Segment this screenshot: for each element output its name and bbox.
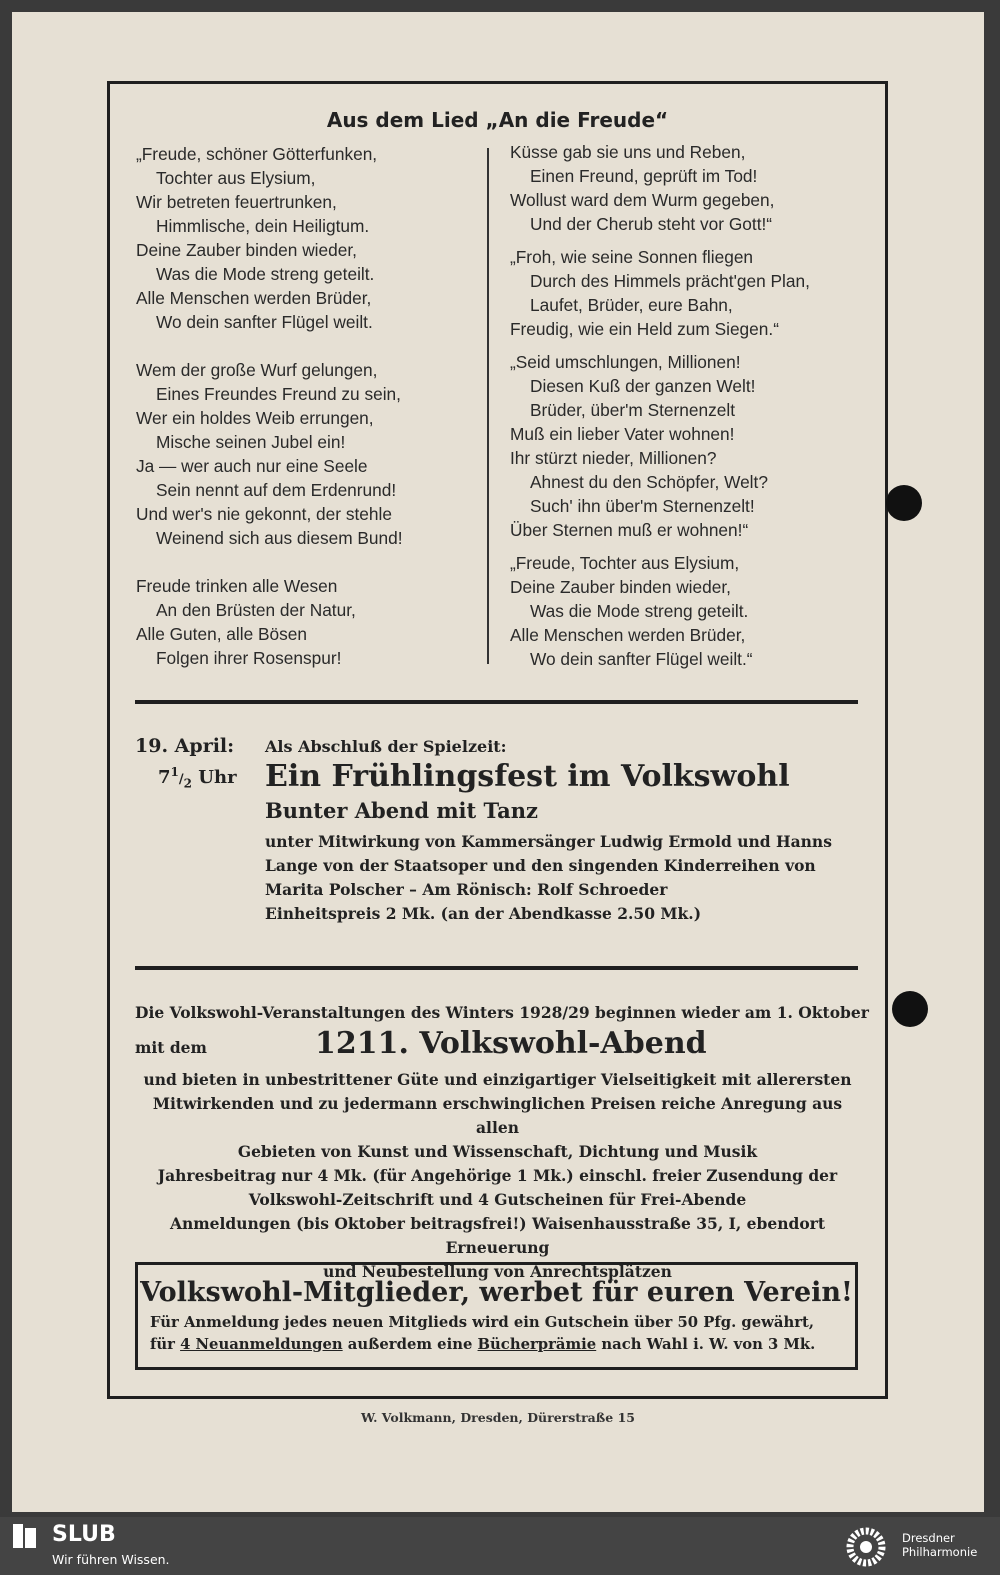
poem-line: Über Sternen muß er wohnen!“ <box>510 520 749 540</box>
column-divider <box>487 148 489 664</box>
membership-underlined: 4 Neuanmeldungen <box>180 1336 343 1353</box>
membership-headline: Volkswohl-Mitglieder, werbet für euren Verein! <box>140 1277 853 1308</box>
poem-line: Diesen Kuß der ganzen Welt! <box>530 376 756 396</box>
event-title: Ein Frühlingsfest im Volkswohl <box>265 759 790 794</box>
poem-line: Wo dein sanfter Flügel weilt. <box>156 312 373 332</box>
poem-line: Und wer's nie gekonnt, der stehle <box>136 504 392 524</box>
poem-line: Tochter aus Elysium, <box>156 168 316 188</box>
season-announcement <box>135 1000 869 1284</box>
season-headline: 1211. Volkswohl-Abend <box>315 1026 707 1061</box>
poem-line: Muß ein lieber Vater wohnen! <box>510 424 735 444</box>
slub-name[interactable]: SLUB <box>52 1522 116 1547</box>
poem-line: Alle Menschen werden Brüder, <box>510 625 746 645</box>
punch-hole <box>892 991 928 1027</box>
poem-line: Weinend sich aus diesem Bund! <box>156 528 403 548</box>
poem-line: Himmlische, dein Heiligtum. <box>156 216 370 236</box>
poem-line: Küsse gab sie uns und Reben, <box>510 142 746 162</box>
event-time-fraction-den: 2 <box>183 776 192 791</box>
poem-line: „Seid umschlungen, Millionen! <box>510 352 741 372</box>
poem-line: Sein nennt auf dem Erdenrund! <box>156 480 397 500</box>
event-intro: Als Abschluß der Spielzeit: <box>265 737 507 756</box>
poem-stanza <box>510 245 870 341</box>
event-detail-line: unter Mitwirkung von Kammersänger Ludwig Ermold und Hanns <box>265 832 832 851</box>
poem-line: Mische seinen Jubel ein! <box>156 432 346 452</box>
event-details <box>265 830 865 926</box>
event-detail-line: Einheitspreis 2 Mk. (an der Abendkasse 2.50 Mk.) <box>265 904 702 923</box>
poem-stanza <box>510 551 870 671</box>
poem-line: „Froh, wie seine Sonnen fliegen <box>510 247 754 267</box>
poem-stanza <box>510 350 870 542</box>
poem-line: Durch des Himmels prächt'gen Plan, <box>530 271 810 291</box>
poem-line: Was die Mode streng geteilt. <box>156 264 375 284</box>
poem-line: Brüder, über'm Sternenzelt <box>530 400 736 420</box>
season-body <box>135 1068 860 1284</box>
poem-line: „Freude, Tochter aus Elysium, <box>510 553 740 573</box>
poem-line: Freude trinken alle Wesen <box>136 576 338 596</box>
membership-text-part: nach Wahl i. W. von 3 Mk. <box>596 1336 816 1353</box>
event-announcement <box>265 737 865 926</box>
event-detail-line: Lange von der Staatsoper und den singenden Kinderreihen von <box>265 856 816 875</box>
philharmonie-logo-icon[interactable] <box>840 1521 892 1573</box>
page-frame <box>107 81 888 1399</box>
poem-line: An den Brüsten der Natur, <box>156 600 356 620</box>
event-time-unit: Uhr <box>198 767 237 788</box>
poem-line: Folgen ihrer Rosenspur! <box>156 648 342 668</box>
season-body-line: Volkswohl-Zeitschrift und 4 Gutscheinen für Frei-Abende <box>248 1190 747 1209</box>
season-prefix: mit dem <box>135 1038 207 1057</box>
season-body-line: und bieten in unbestrittener Güte und einzigartiger Vielseitigkeit mit allerersten <box>143 1070 852 1089</box>
event-date: 19. April: <box>135 735 235 757</box>
poem-line: Einen Freund, geprüft im Tod! <box>530 166 758 186</box>
poem-line: Alle Menschen werden Brüder, <box>136 288 372 308</box>
poem-line: Ihr stürzt nieder, Millionen? <box>510 448 717 468</box>
poem-line: „Freude, schöner Götterfunken, <box>136 144 378 164</box>
event-time: $7^1/_2$ Uhr <box>158 765 237 791</box>
poem-stanza <box>136 142 476 334</box>
poem-line: Wem der große Wurf gelungen, <box>136 360 378 380</box>
poem-right-column <box>510 140 870 680</box>
poem-line: Such' ihn über'm Sternenzelt! <box>530 496 755 516</box>
event-time-fraction-num: 1 <box>170 765 179 779</box>
section-divider <box>135 966 858 970</box>
philharmonie-name[interactable] <box>902 1531 977 1559</box>
document-page <box>12 12 984 1512</box>
membership-text <box>138 1312 855 1356</box>
philharmonie-name-line: Philharmonie <box>902 1545 978 1559</box>
poem-line: Eines Freundes Freund zu sein, <box>156 384 401 404</box>
poem-line: Freudig, wie ein Held zum Siegen.“ <box>510 319 779 339</box>
poem-title: Aus dem Lied „An die Freude“ <box>326 108 669 132</box>
poem-line: Und der Cherub steht vor Gott!“ <box>530 214 773 234</box>
poem-line: Alle Guten, alle Bösen <box>136 624 307 644</box>
poem-line: Was die Mode streng geteilt. <box>530 601 749 621</box>
slub-book-icon[interactable] <box>12 1522 38 1550</box>
poem-stanza <box>136 574 476 670</box>
membership-underlined: Bücherprämie <box>477 1336 597 1353</box>
membership-line: Für Anmeldung jedes neuen Mitglieds wird ein Gutschein über 50 Pfg. gewährt, <box>150 1314 815 1331</box>
event-time-hour: 7 <box>158 767 171 788</box>
branding-bar <box>0 1517 1000 1575</box>
poem-line: Wollust ward dem Wurm gegeben, <box>510 190 775 210</box>
event-detail-line: Marita Polscher – Am Rönisch: Rolf Schroeder <box>265 880 668 899</box>
season-body-line: Gebieten von Kunst und Wissenschaft, Dichtung und Musik <box>237 1142 758 1161</box>
poem-left-column <box>136 142 476 694</box>
season-intro: Die Volkswohl-Veranstaltungen des Winters 1928/29 beginnen wieder am 1. Oktober <box>135 1003 869 1022</box>
season-body-line: Jahresbeitrag nur 4 Mk. (für Angehörige 1 Mk.) einschl. freier Zusendung der <box>157 1166 838 1185</box>
season-body-line: Mitwirkenden und zu jedermann erschwinglichen Preisen reiche Anregung aus allen <box>152 1094 843 1137</box>
poem-line: Deine Zauber binden wieder, <box>136 240 357 260</box>
membership-text-part: für <box>150 1336 181 1353</box>
poem-line: Ja — wer auch nur eine Seele <box>136 456 368 476</box>
section-divider <box>135 700 858 704</box>
event-subtitle: Bunter Abend mit Tanz <box>265 798 538 823</box>
poem-line: Ahnest du den Schöpfer, Welt? <box>530 472 768 492</box>
slub-tagline: Wir führen Wissen. <box>52 1552 170 1567</box>
season-body-line: und Neubestellung von Anrechtsplätzen <box>323 1262 672 1281</box>
poem-line: Wer ein holdes Weib errungen, <box>136 408 374 428</box>
poem-line: Deine Zauber binden wieder, <box>510 577 731 597</box>
punch-hole <box>886 485 922 521</box>
poem-stanza <box>136 358 476 550</box>
season-body-line: Anmeldungen (bis Oktober beitragsfrei!) Waisenhausstraße 35, I, ebendort Erneuerung <box>169 1214 826 1257</box>
poem-line: Wir betreten feuertrunken, <box>136 192 337 212</box>
poem-line: Wo dein sanfter Flügel weilt.“ <box>530 649 753 669</box>
printer-footer: W. Volkmann, Dresden, Dürerstraße 15 <box>361 1410 635 1425</box>
philharmonie-name-line: Dresdner <box>902 1531 955 1545</box>
poem-stanza <box>510 140 870 236</box>
season-headline-row <box>135 1026 860 1066</box>
membership-box <box>135 1262 858 1370</box>
membership-text-part: außerdem eine <box>342 1336 478 1353</box>
membership-line <box>150 1334 855 1356</box>
poem-line: Laufet, Brüder, eure Bahn, <box>530 295 733 315</box>
